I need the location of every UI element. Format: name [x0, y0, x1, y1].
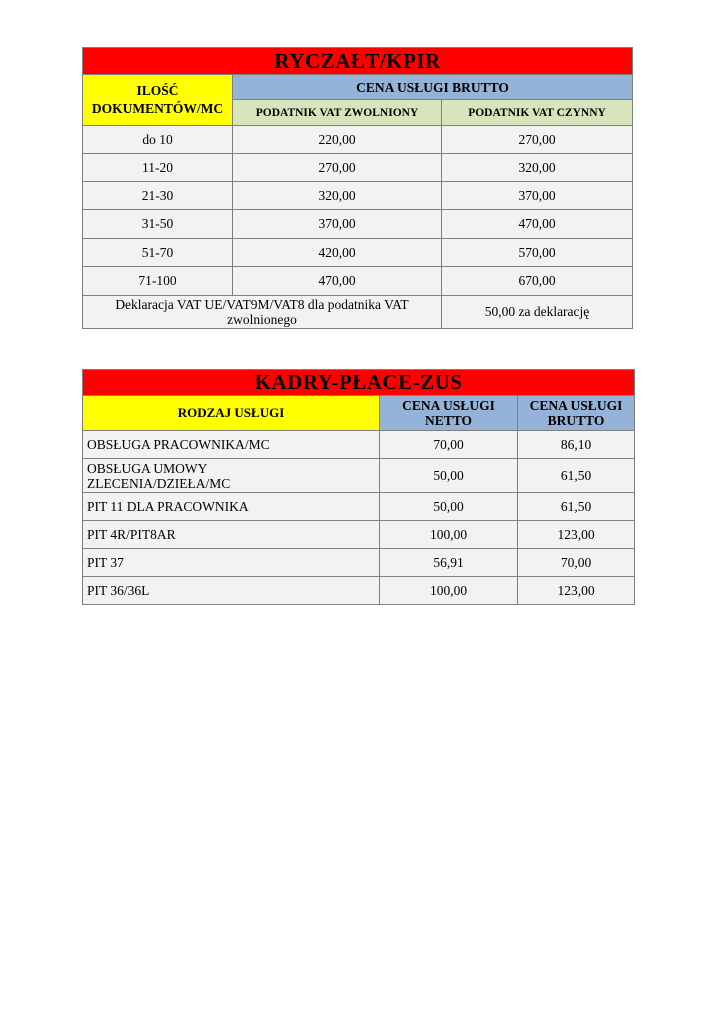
gross-price: 86,10: [518, 431, 635, 459]
price-vat-active: 270,00: [442, 126, 633, 154]
price-vat-exempt: 420,00: [233, 239, 442, 267]
price-vat-active: 320,00: [442, 154, 633, 182]
price-vat-exempt: 270,00: [233, 154, 442, 182]
service-name: PIT 36/36L: [83, 577, 380, 605]
table-row: [83, 154, 633, 182]
table-row: [83, 182, 633, 210]
net-price: 56,91: [380, 549, 518, 577]
ryczalt-kpir-table: [82, 47, 633, 329]
net-price-header: CENA USŁUGI NETTO: [380, 396, 518, 431]
table-row: [83, 577, 635, 605]
table-row: [83, 521, 635, 549]
gross-price: 123,00: [518, 577, 635, 605]
gross-price-header: CENA USŁUGI BRUTTO: [233, 75, 633, 100]
kadry-place-zus-table: [82, 369, 635, 605]
service-name: OBSŁUGA UMOWY ZLECENIA/DZIEŁA/MC: [83, 459, 380, 493]
price-vat-active: 570,00: [442, 239, 633, 267]
documents-range: 21-30: [83, 182, 233, 210]
price-vat-active: 470,00: [442, 210, 633, 239]
price-vat-exempt: 370,00: [233, 210, 442, 239]
price-vat-active: 370,00: [442, 182, 633, 210]
gross-price: 61,50: [518, 493, 635, 521]
table-row: [83, 267, 633, 296]
table-row: [83, 493, 635, 521]
documents-range: 71-100: [83, 267, 233, 296]
documents-range: do 10: [83, 126, 233, 154]
service-name: PIT 11 DLA PRACOWNIKA: [83, 493, 380, 521]
vat-exempt-header: PODATNIK VAT ZWOLNIONY: [233, 100, 442, 126]
vat-declaration-label: Deklaracja VAT UE/VAT9M/VAT8 dla podatnika VAT zwolnionego: [83, 296, 442, 329]
gross-price: 61,50: [518, 459, 635, 493]
table-row: [83, 210, 633, 239]
table-row: [83, 459, 635, 493]
net-price: 50,00: [380, 459, 518, 493]
documents-count-header: ILOŚĆ DOKUMENTÓW/MC: [83, 75, 233, 126]
service-name: OBSŁUGA PRACOWNIKA/MC: [83, 431, 380, 459]
price-vat-exempt: 220,00: [233, 126, 442, 154]
table-row: [83, 126, 633, 154]
net-price: 50,00: [380, 493, 518, 521]
ryczalt-title: RYCZAŁT/KPIR: [83, 48, 633, 75]
net-price: 70,00: [380, 431, 518, 459]
service-name: PIT 4R/PIT8AR: [83, 521, 380, 549]
net-price: 100,00: [380, 521, 518, 549]
price-vat-active: 670,00: [442, 267, 633, 296]
gross-price-header: CENA USŁUGI BRUTTO: [518, 396, 635, 431]
kadry-title: KADRY-PŁACE-ZUS: [83, 370, 635, 396]
documents-range: 11-20: [83, 154, 233, 182]
gross-price: 123,00: [518, 521, 635, 549]
net-price: 100,00: [380, 577, 518, 605]
documents-range: 31-50: [83, 210, 233, 239]
table-row: [83, 431, 635, 459]
vat-declaration-price: 50,00 za deklarację: [442, 296, 633, 329]
price-vat-exempt: 320,00: [233, 182, 442, 210]
gross-price: 70,00: [518, 549, 635, 577]
documents-range: 51-70: [83, 239, 233, 267]
table-row: [83, 239, 633, 267]
service-type-header: RODZAJ USŁUGI: [83, 396, 380, 431]
table-row: [83, 296, 633, 329]
table-row: [83, 549, 635, 577]
price-vat-exempt: 470,00: [233, 267, 442, 296]
vat-active-header: PODATNIK VAT CZYNNY: [442, 100, 633, 126]
service-name: PIT 37: [83, 549, 380, 577]
